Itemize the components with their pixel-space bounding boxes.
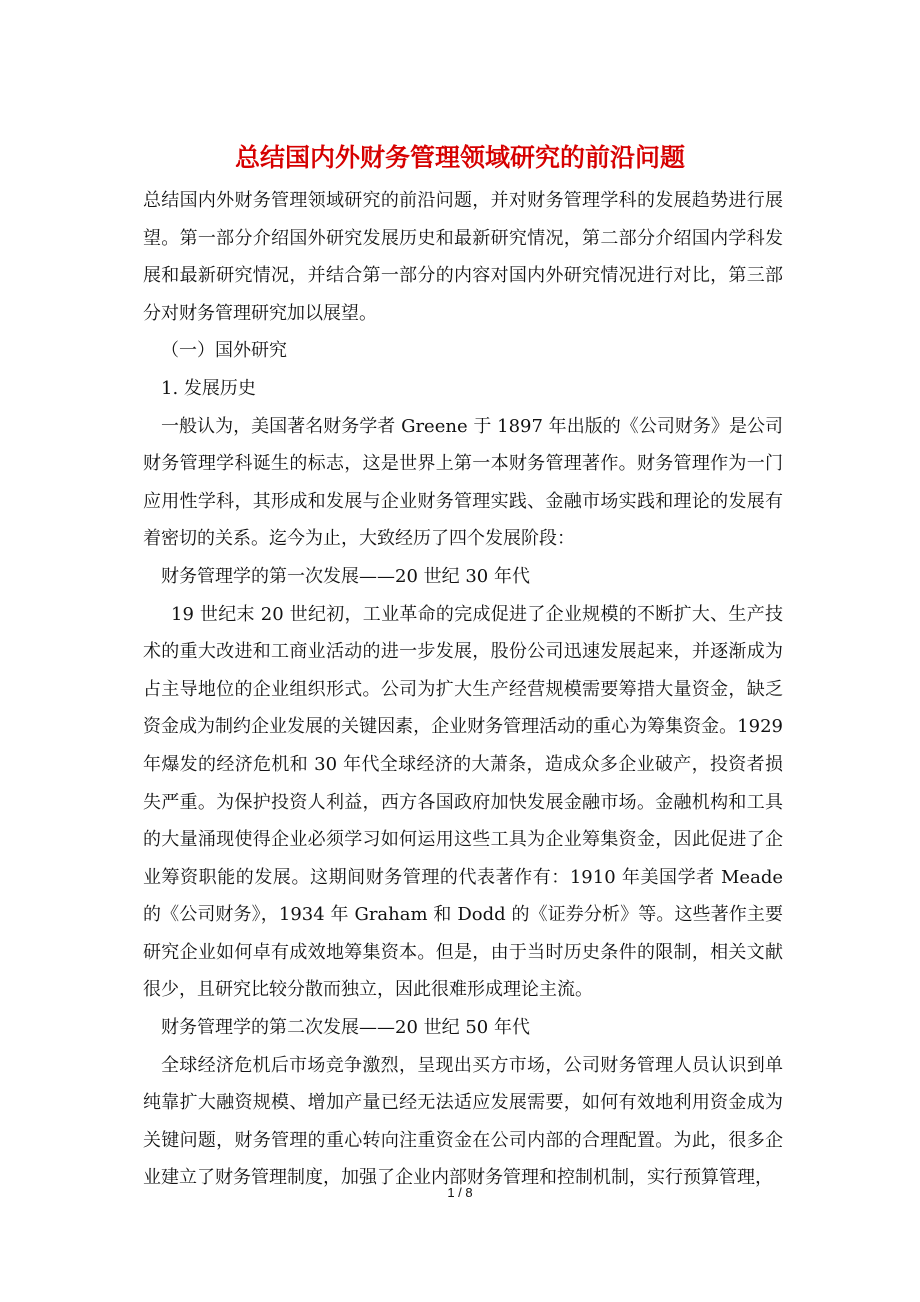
second-stage-paragraph: 全球经济危机后市场竞争激烈，呈现出买方市场，公司财务管理人员认识到单纯靠扩大融资规模、增加产量已经无法适应发展需要，如何有效地利用资金成为关键问题，财务管理的重心转向注重资金在公司内部的合理配置。为此，很多企业建立了财务管理制度，加强了企业内部财务管理和控制机制，实行预算管理， [143,1054,783,1189]
page-number: 1 / 8 [447,1185,473,1200]
document-body [143,182,783,1197]
history-paragraph: 一般认为，美国著名财务学者 Greene 于 1897 年出版的《公司财务》是公司财务管理学科诞生的标志，这是世界上第一本财务管理著作。财务管理作为一门应用性学科，其形成和发展与企业财务管理实践、金融市场实践和理论的发展有着密切的关系。迄今为止，大致经历了四个发展阶段： [143,415,783,550]
first-stage-paragraph: 19 世纪末 20 世纪初，工业革命的完成促进了企业规模的不断扩大、生产技术的重大改进和工商业活动的进一步发展，股份公司迅速发展起来，并逐渐成为占主导地位的企业组织形式。公司为扩大生产经营规模需要筹措大量资金，缺乏资金成为制约企业发展的关键因素，企业财务管理活动的重心为筹集资金。1929 年爆发的经济危机和 30 年代全球经济的大萧条，造成众多企业破产，投资者损失严重。为保护投资人利益，西方各国政府加快发展金融市场。金融机构和工具的大量涌现使得企业必须学习如何运用这些工具为企业筹集资金，因此促进了企业筹资职能的发展。这期间财务管理的代表著作有：1910 年美国学者 Meade 的《公司财务》，1934 年 Graham 和 Dodd 的《证券分析》等。这些著作主要研究企业如何卓有成效地筹集资本。但是，由于当时历史条件的限制，相关文献很少，且研究比较分散而独立，因此很难形成理论主流。 [143,603,783,1001]
intro-paragraph: 总结国内外财务管理领域研究的前沿问题，并对财务管理学科的发展趋势进行展望。第一部分介绍国外研究发展历史和最新研究情况，第二部分介绍国内学科发展和最新研究情况，并结合第一部分的内容对国内外研究情况进行对比，第三部分对财务管理研究加以展望。 [143,190,783,324]
document-title: 总结国内外财务管理领域研究的前沿问题 [234,143,685,172]
section-heading-foreign-research: （一）国外研究 [161,340,287,362]
subsection-heading-history: 1. 发展历史 [161,377,256,399]
stage-heading-first: 财务管理学的第一次发展——20 世纪 30 年代 [161,565,530,587]
stage-heading-second: 财务管理学的第二次发展——20 世纪 50 年代 [161,1017,530,1039]
